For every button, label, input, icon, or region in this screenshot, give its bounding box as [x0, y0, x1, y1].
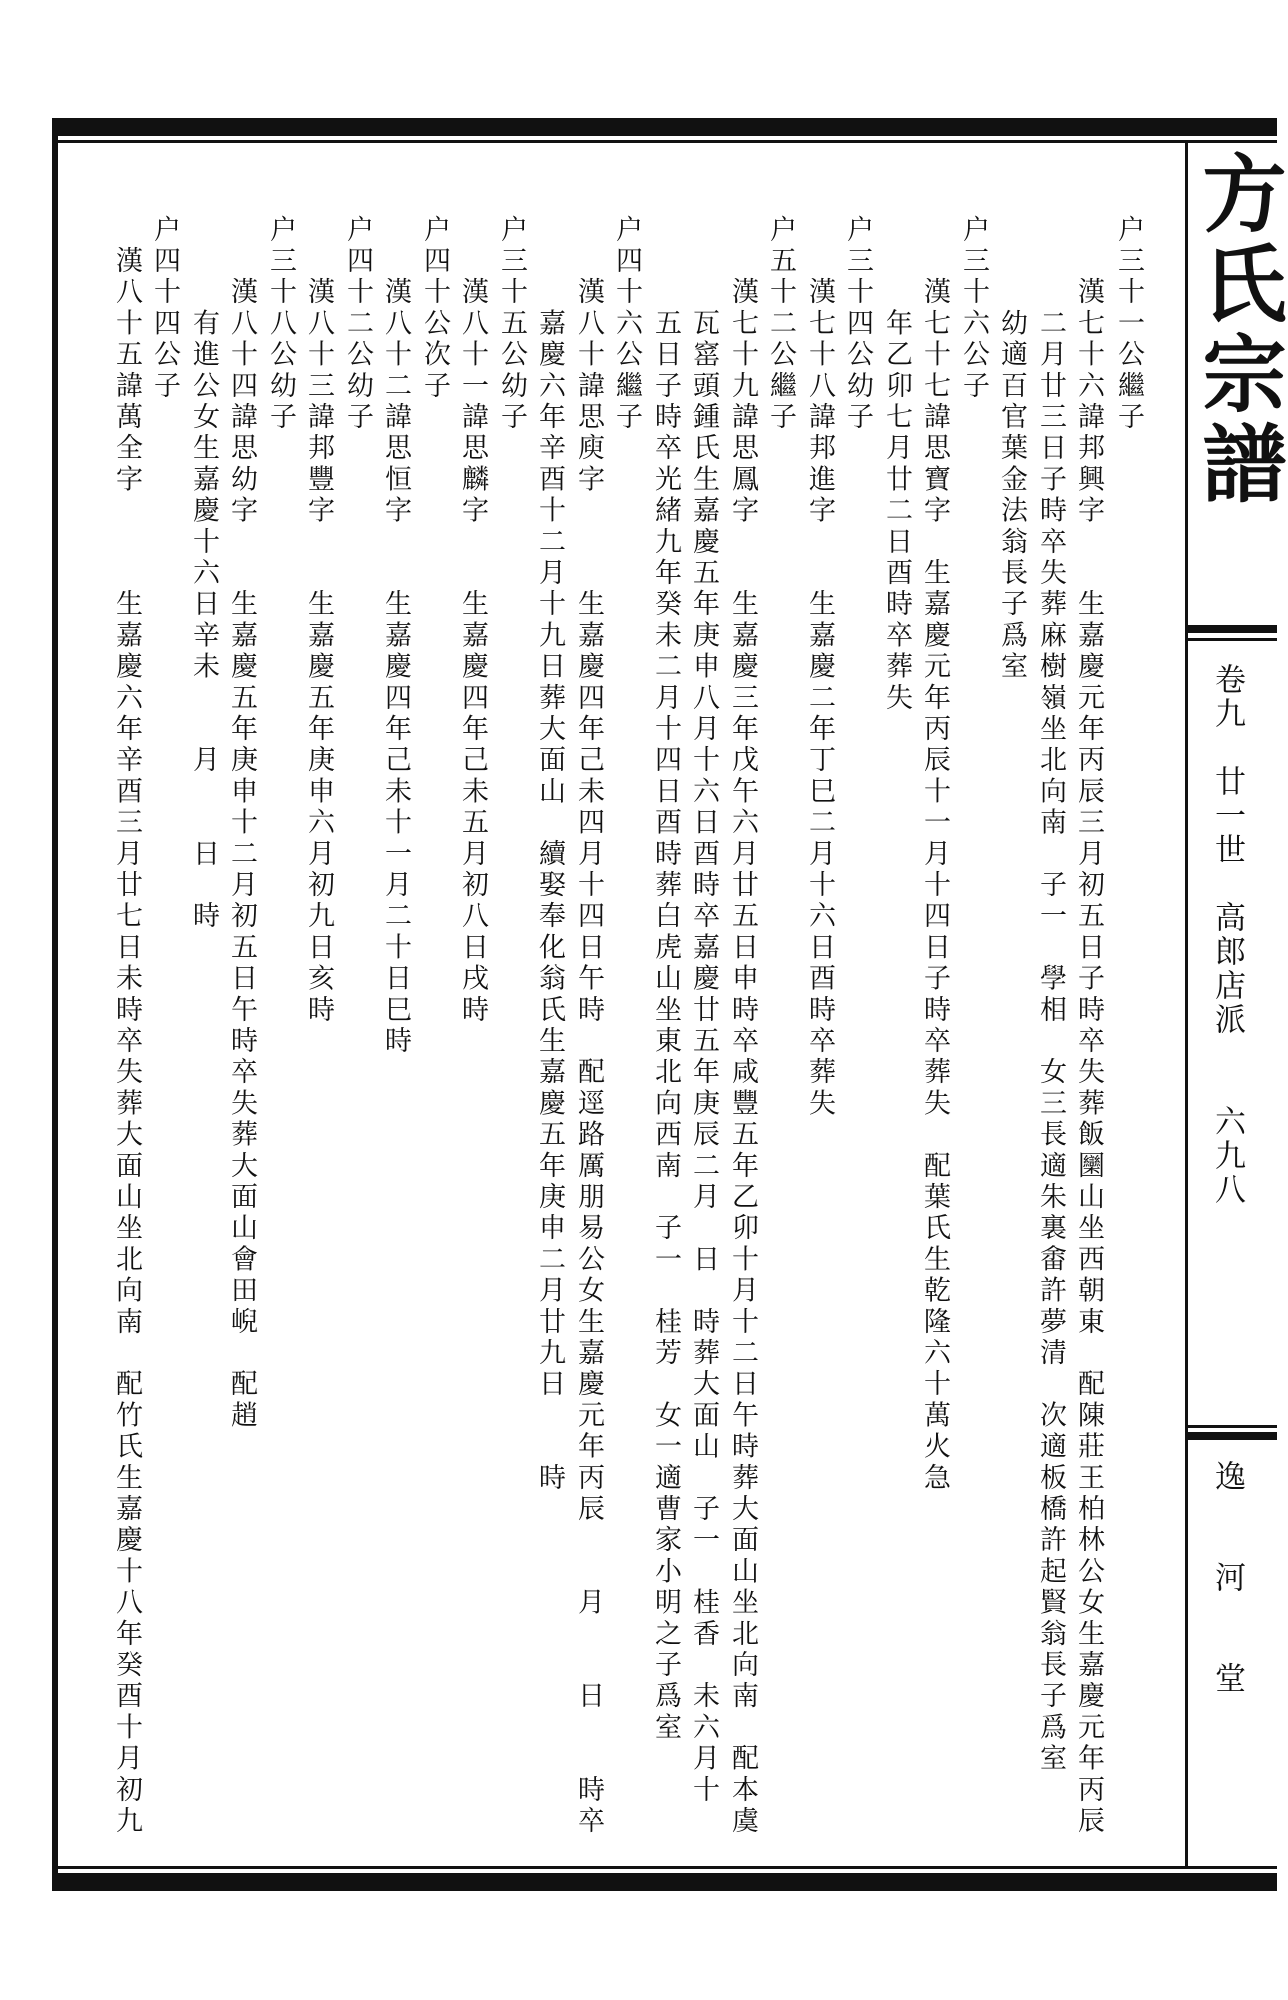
text-column: 漢八十諱思庾字 生嘉慶四年己未四月十四日午時 配逕路厲朋易公女生嘉慶元年丙辰 月 日 時卒 — [573, 215, 604, 1838]
spine-separator — [1188, 1432, 1277, 1440]
text-column: 户四十四公子 — [149, 215, 180, 403]
text-column: 漢七十九諱思鳳字 生嘉慶三年戊午六月廿五日申時卒咸豐五年乙卯十月十二日午時葬大面山坐北向南 配本虞 — [727, 215, 758, 1838]
text-column: 漢八十五諱萬全字 生嘉慶六年辛酉三月廿七日未時卒失葬大面山坐北向南 配竹氏生嘉慶十八年癸酉十月初九 — [111, 215, 142, 1838]
text-column: 户五十二公繼子 — [765, 215, 796, 434]
text-column: 漢八十二諱思恒字 生嘉慶四年己未十一月二十日巳時 — [380, 215, 411, 1058]
text-column: 有進公女生嘉慶十六日辛未 月 日 時 — [188, 215, 219, 933]
text-column: 户四十公次子 — [419, 215, 450, 403]
genealogy-title: 方氏宗譜 — [1189, 150, 1288, 510]
text-column: 瓦窰頭鍾氏生嘉慶五年庚申八月十六日酉時卒嘉慶廿五年庚辰二月 日 時葬大面山 子一 桂香 未六月十 — [688, 215, 719, 1807]
text-column: 漢七十七諱思寶字 生嘉慶元年丙辰十一月十四日子時卒葬失 配葉氏生乾隆六十萬火急 — [919, 215, 950, 1495]
text-column: 漢八十四諱思幼字 生嘉慶五年庚申十二月初五日午時卒失葬大面山會田𡸣 配趙 — [226, 215, 257, 1432]
text-column: 户三十四公幼子 — [842, 215, 873, 434]
text-column: 漢七十八諱邦進字 生嘉慶二年丁巳二月十六日酉時卒葬失 — [804, 215, 835, 1120]
text-column: 嘉慶六年辛酉十二月十九日葬大面山 續娶奉化翁氏生嘉慶五年庚申二月廿九日 時 — [534, 215, 565, 1495]
volume-info: 卷九 廿一世 高郎店派 六九八 — [1209, 663, 1245, 1207]
text-column: 户三十八公幼子 — [265, 215, 296, 434]
top-border-thick — [55, 118, 1277, 136]
text-column: 户四十二公幼子 — [342, 215, 373, 434]
text-column: 户三十六公子 — [958, 215, 989, 403]
text-column: 漢八十三諱邦豐字 生嘉慶五年庚申六月初九日亥時 — [303, 215, 334, 1027]
top-border-thin — [55, 140, 1277, 143]
text-column: 户三十五公幼子 — [496, 215, 527, 434]
text-column: 二月廿三日子時卒失葬麻樹嶺坐北向南 子一 學相 女三長適朱裏畬許夢清 次適板橋許起賢翁長子爲室 — [1035, 215, 1066, 1775]
text-column: 漢八十一諱思麟字 生嘉慶四年己未五月初八日戌時 — [457, 215, 488, 1027]
text-column: 年乙卯七月廿二日酉時卒葬失 — [881, 215, 912, 715]
text-column: 户三十一公繼子 — [1113, 215, 1144, 434]
left-border — [52, 118, 58, 1891]
spine-separator — [1188, 638, 1277, 641]
bottom-border-thin — [55, 1866, 1277, 1869]
text-column: 幼適百官葉金法翁長子爲室 — [996, 215, 1027, 683]
bottom-border-thick — [55, 1873, 1277, 1891]
text-column: 户四十六公繼子 — [611, 215, 642, 434]
text-column: 五日子時卒光緒九年癸未二月十四日酉時葬白虎山坐東北向西南 子一 桂芳 女一適曹家小明之子爲室 — [650, 215, 681, 1744]
spine-separator — [1188, 1425, 1277, 1428]
hall-name: 逸河堂 — [1209, 1460, 1245, 1763]
spine-separator — [1188, 625, 1277, 633]
spine-divider-line — [1185, 140, 1188, 1868]
text-column: 漢七十六諱邦興字 生嘉慶元年丙辰三月初五日子時卒失葬飯圞山坐西朝東 配陳莊王柏林公女生嘉慶元年丙辰 — [1073, 215, 1104, 1838]
